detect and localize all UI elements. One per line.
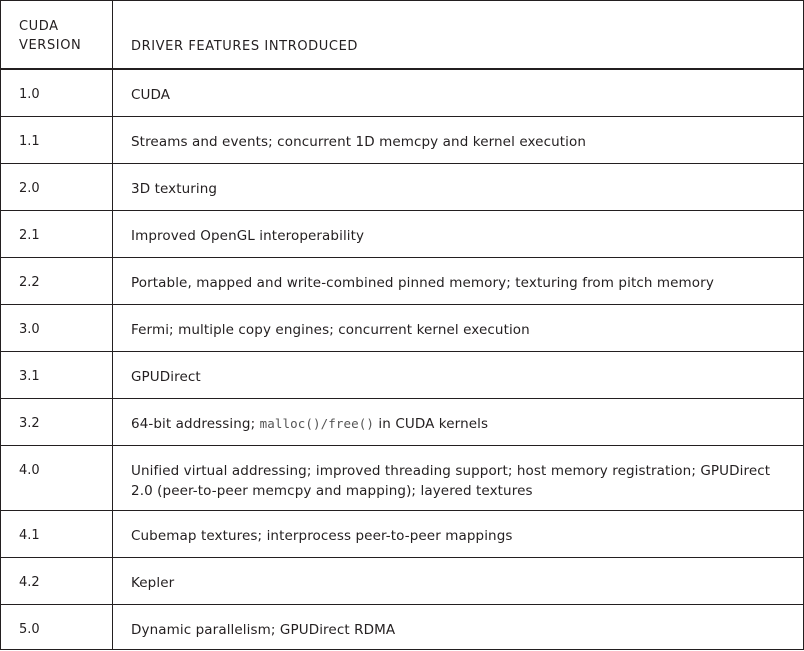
version-cell: 4.0 [19,463,40,478]
version-cell: 1.0 [19,87,40,102]
features-cell: Unified virtual addressing; improved threading support; host memory registration; GPUDirect 2.0 (peer-to-peer memcpy and mapping); layered textures [131,463,771,499]
features-cell: Portable, mapped and write-combined pinned memory; texturing from pitch memory [131,275,714,291]
features-cell: Kepler [131,575,175,591]
table-row [1,446,803,511]
header-cuda-version [19,17,109,55]
malloc-code: malloc() [259,416,321,431]
table-row [1,117,803,164]
table-row [1,305,803,352]
header-version-line1: CUDA [19,19,59,34]
table-row [1,258,803,305]
version-cell: 2.1 [19,228,40,243]
table-row [1,164,803,211]
table-row [1,352,803,399]
features-text-suffix: in CUDA kernels [374,416,489,432]
header-driver-features: DRIVER FEATURES INTRODUCED [131,39,359,54]
features-cell: GPUDirect [131,369,201,385]
features-text: 64-bit addressing; [131,416,260,432]
version-cell: 4.2 [19,575,40,590]
features-cell: Dynamic parallelism; GPUDirect RDMA [131,622,396,638]
table-row [1,605,803,650]
free-code: free() [328,416,375,431]
version-cell: 4.1 [19,528,40,543]
table-row [1,211,803,258]
features-cell: Streams and events; concurrent 1D memcpy and kernel execution [131,134,587,150]
features-cell: 3D texturing [131,181,218,197]
version-cell: 2.2 [19,275,40,290]
header-version-line2: VERSION [19,38,82,53]
version-cell: 3.2 [19,416,40,431]
version-cell: 2.0 [19,181,40,196]
table-row [1,399,803,446]
table-row [1,511,803,558]
features-cell: Cubemap textures; interprocess peer-to-peer mappings [131,528,513,544]
slash-code: / [320,416,329,431]
column-divider [112,1,113,649]
version-cell: 5.0 [19,622,40,637]
features-cell: Improved OpenGL interoperability [131,228,365,244]
version-cell: 3.0 [19,322,40,337]
features-cell [131,414,791,434]
features-cell: CUDA [131,87,171,103]
features-cell: Fermi; multiple copy engines; concurrent kernel execution [131,322,530,338]
table-header [1,1,803,70]
table-row [1,558,803,605]
table-row [1,70,803,117]
version-cell: 3.1 [19,369,40,384]
version-cell: 1.1 [19,134,40,149]
